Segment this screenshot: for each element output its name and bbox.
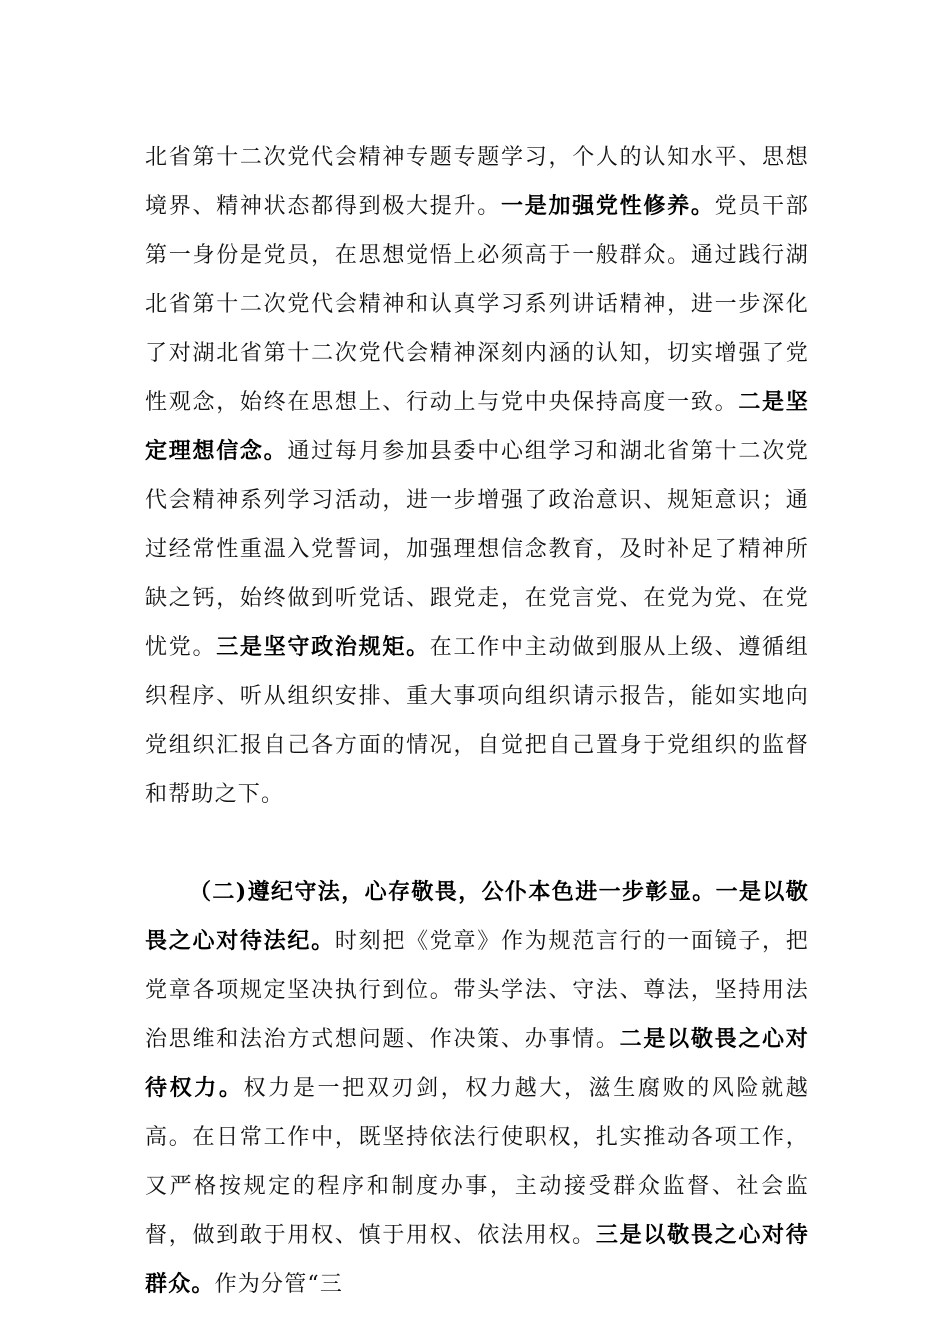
- text-segment: 作为分管“三: [214, 1272, 344, 1297]
- text-segment: 通过每月参加县委中心组学习和湖北省第十二次党代会精神系列学习活动，进一步增强了政治意识、规矩意识；通过经常性重温入党誓词，加强理想信念教育，及时补足了精神所缺之钙，始终做到听党话、跟党走，在党言党、在党为党、在党忧党。: [145, 439, 810, 660]
- document-body: [145, 133, 809, 1309]
- bold-heading-law: 一是以敬畏之心对待法纪。: [145, 879, 809, 954]
- bold-heading-party-spirit: 一是加强党性修养。: [500, 193, 715, 219]
- text-segment: 北省第十二次党代会精神专题专题学习，个人的认知水平、思想境界、精神状态都得到极大提升。: [145, 145, 809, 219]
- paragraph-1: [145, 133, 809, 819]
- bold-heading-power: 二是以敬畏之心对待权力。: [145, 1026, 809, 1101]
- text-segment: 权力是一把双刃剑，权力越大，滋生腐败的风险就越高。在日常工作中，既坚持依法行使职权，扎实推动各项工作，又严格按规定的程序和制度办事，主动接受群众监督、社会监督，做到敢于用权、慎于用权、依法用权。: [145, 1076, 809, 1248]
- bold-heading-political-rules: 三是坚守政治规矩。: [216, 634, 430, 660]
- bold-heading-ideals: 二是坚定理想信念。: [145, 389, 809, 464]
- text-segment: 时刻把《党章》作为规范言行的一面镜子，把党章各项规定坚决执行到位。带头学法、守法、尊法，坚持用法治思维和法治方式想问题、作决策、办事情。: [145, 929, 809, 1052]
- bold-heading-masses: 三是以敬畏之心对待群众。: [145, 1222, 809, 1297]
- text-segment: 党员干部第一身份是党员，在思想觉悟上必须高于一般群众。通过践行湖北省第十二次党代会精神和认真学习系列讲话精神，进一步深化了对湖北省第十二次党代会精神深刻内涵的认知，切实增强了党性观念，始终在思想上、行动上与党中央保持高度一致。: [145, 194, 809, 415]
- section-heading: （二)遵纪守法，心存敬畏，公仆本色进一步彰显。: [189, 879, 716, 905]
- paragraph-2: [145, 868, 809, 1309]
- text-segment: 在工作中主动做到服从上级、遵循组织程序、听从组织安排、重大事项向组织请示报告，能如实地向党组织汇报自己各方面的情况，自觉把自己置身于党组织的监督和帮助之下。: [145, 635, 809, 807]
